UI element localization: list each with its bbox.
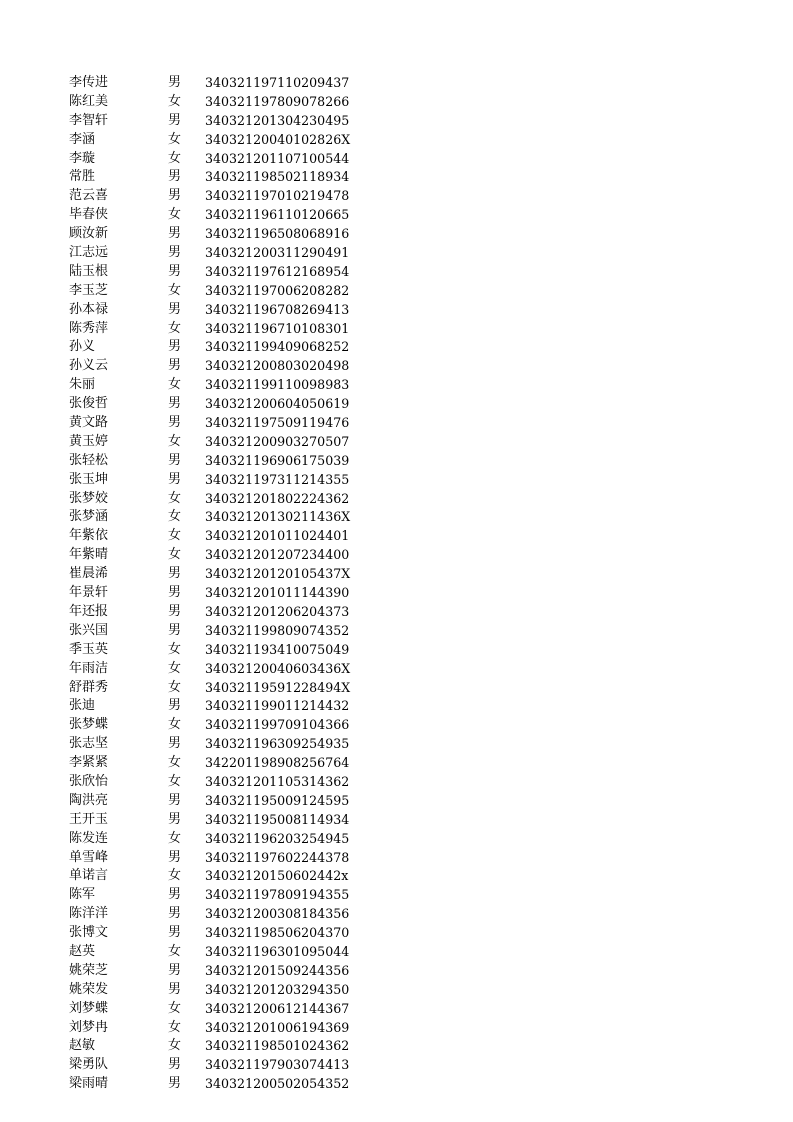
- id-number-cell: 340321196708269413: [205, 301, 350, 317]
- gender-cell: 女: [168, 207, 182, 223]
- table-row: [0, 1000, 793, 1019]
- table-row: [0, 282, 793, 301]
- id-number-cell: 340321197010219478: [205, 188, 350, 204]
- table-row: [0, 320, 793, 339]
- table-row: [0, 735, 793, 754]
- name-cell: 陈秀萍: [69, 320, 109, 336]
- gender-cell: 男: [168, 698, 182, 714]
- name-cell: 范云喜: [69, 188, 109, 204]
- name-cell: 陈军: [69, 887, 96, 903]
- table-row: [0, 263, 793, 282]
- id-number-cell: 340321197809194355: [205, 887, 350, 903]
- gender-cell: 女: [168, 660, 182, 676]
- name-cell: 年还报: [69, 603, 109, 619]
- gender-cell: 男: [168, 169, 182, 185]
- name-cell: 年紫晴: [69, 547, 109, 563]
- id-number-cell: 340321198502118934: [205, 169, 350, 185]
- table-row: [0, 716, 793, 735]
- gender-cell: 女: [168, 1019, 182, 1035]
- name-cell: 李玉芝: [69, 282, 109, 298]
- id-number-cell: 340321201011024401: [205, 528, 350, 544]
- table-row: [0, 187, 793, 206]
- id-number-cell: 340321198501024362: [205, 1038, 350, 1054]
- table-row: [0, 622, 793, 641]
- name-cell: 陶洪亮: [69, 792, 109, 808]
- id-number-cell: 34032120150602442x: [205, 868, 349, 884]
- name-cell: 年紫依: [69, 528, 109, 544]
- id-number-cell: 340321201105314362: [205, 773, 350, 789]
- gender-cell: 女: [168, 1038, 182, 1054]
- name-cell: 刘梦蝶: [69, 1000, 109, 1016]
- id-number-cell: 340321196203254945: [205, 830, 350, 846]
- gender-cell: 男: [168, 622, 182, 638]
- id-number-cell: 340321196906175039: [205, 452, 350, 468]
- name-cell: 单诺言: [69, 868, 109, 884]
- gender-cell: 女: [168, 547, 182, 563]
- name-cell: 张梦涵: [69, 509, 109, 525]
- name-cell: 李璇: [69, 150, 96, 166]
- id-number-cell: 340321201304230495: [205, 112, 350, 128]
- gender-cell: 女: [168, 717, 182, 733]
- gender-cell: 女: [168, 830, 182, 846]
- name-cell: 单雪峰: [69, 849, 109, 865]
- id-number-cell: 340321200612144367: [205, 1000, 350, 1016]
- gender-cell: 男: [168, 981, 182, 997]
- table-row: [0, 981, 793, 1000]
- name-cell: 王开玉: [69, 811, 109, 827]
- name-cell: 孙义: [69, 339, 96, 355]
- id-number-cell: 340321195009124595: [205, 792, 350, 808]
- name-cell: 梁雨晴: [69, 1076, 109, 1092]
- table-row: [0, 943, 793, 962]
- table-row: [0, 206, 793, 225]
- table-row: [0, 471, 793, 490]
- gender-cell: 女: [168, 755, 182, 771]
- name-cell: 年雨洁: [69, 660, 109, 676]
- table-row: [0, 112, 793, 131]
- gender-cell: 男: [168, 1057, 182, 1073]
- table-row: [0, 508, 793, 527]
- id-number-cell: 340321197509119476: [205, 415, 350, 431]
- gender-cell: 男: [168, 471, 182, 487]
- table-row: [0, 1019, 793, 1038]
- name-cell: 张梦姣: [69, 490, 109, 506]
- gender-cell: 男: [168, 585, 182, 601]
- id-number-cell: 340321200604050619: [205, 396, 350, 412]
- id-number-cell: 340321200308184356: [205, 906, 350, 922]
- id-number-cell: 340321196508068916: [205, 226, 350, 242]
- gender-cell: 男: [168, 245, 182, 261]
- name-cell: 李智轩: [69, 112, 109, 128]
- id-number-cell: 340321201006194369: [205, 1019, 350, 1035]
- id-number-cell: 340321201802224362: [205, 490, 350, 506]
- id-number-cell: 340321197311214355: [205, 471, 350, 487]
- gender-cell: 男: [168, 339, 182, 355]
- id-number-cell: 340321199011214432: [205, 698, 350, 714]
- name-cell: 张兴国: [69, 622, 109, 638]
- table-row: [0, 565, 793, 584]
- name-cell: 孙义云: [69, 358, 109, 374]
- gender-cell: 女: [168, 1000, 182, 1016]
- table-row: [0, 603, 793, 622]
- id-number-cell: 340321193410075049: [205, 641, 350, 657]
- id-number-cell: 340321196309254935: [205, 736, 350, 752]
- table-row: [0, 584, 793, 603]
- table-row: [0, 830, 793, 849]
- id-number-cell: 340321201107100544: [205, 150, 350, 166]
- name-cell: 梁勇队: [69, 1057, 109, 1073]
- id-number-cell: 340321201011144390: [205, 585, 350, 601]
- table-row: [0, 849, 793, 868]
- id-number-cell: 340321196110120665: [205, 207, 350, 223]
- gender-cell: 女: [168, 320, 182, 336]
- id-number-cell: 340321199709104366: [205, 717, 350, 733]
- name-cell: 李涵: [69, 131, 96, 147]
- name-cell: 毕春侠: [69, 207, 109, 223]
- id-number-cell: 34032120130211436X: [205, 509, 351, 525]
- id-number-cell: 340321201207234400: [205, 547, 350, 563]
- name-cell: 李传进: [69, 75, 109, 90]
- table-row: [0, 168, 793, 187]
- table-row: [0, 357, 793, 376]
- gender-cell: 男: [168, 415, 182, 431]
- name-cell: 季玉英: [69, 641, 109, 657]
- gender-cell: 男: [168, 603, 182, 619]
- table-row: [0, 546, 793, 565]
- id-number-cell: 340321201509244356: [205, 962, 350, 978]
- gender-cell: 男: [168, 962, 182, 978]
- table-row: [0, 244, 793, 263]
- name-cell: 姚荣发: [69, 981, 109, 997]
- table-row: [0, 1075, 793, 1094]
- id-number-cell: 340321196301095044: [205, 943, 350, 959]
- table-row: [0, 301, 793, 320]
- id-number-cell: 340321201206204373: [205, 603, 350, 619]
- name-cell: 崔晨浠: [69, 566, 109, 582]
- name-cell: 陆玉根: [69, 263, 109, 279]
- table-row: [0, 1037, 793, 1056]
- name-cell: 陈红美: [69, 93, 109, 109]
- gender-cell: 女: [168, 282, 182, 298]
- name-cell: 朱丽: [69, 377, 96, 393]
- table-row: [0, 792, 793, 811]
- gender-cell: 男: [168, 925, 182, 941]
- table-row: [0, 754, 793, 773]
- gender-cell: 男: [168, 112, 182, 128]
- id-number-cell: 340321197006208282: [205, 282, 350, 298]
- id-number-cell: 340321201203294350: [205, 981, 350, 997]
- id-number-cell: 340321197110209437: [205, 75, 350, 90]
- gender-cell: 女: [168, 528, 182, 544]
- gender-cell: 女: [168, 773, 182, 789]
- gender-cell: 男: [168, 792, 182, 808]
- id-number-cell: 34032120120105437X: [205, 566, 351, 582]
- id-number-cell: 340321199409068252: [205, 339, 350, 355]
- table-row: [0, 490, 793, 509]
- name-cell: 舒群秀: [69, 679, 109, 695]
- gender-cell: 女: [168, 641, 182, 657]
- name-cell: 张博文: [69, 925, 109, 941]
- gender-cell: 女: [168, 150, 182, 166]
- id-number-cell: 342201198908256764: [205, 755, 350, 771]
- gender-cell: 女: [168, 490, 182, 506]
- id-number-cell: 340321200502054352: [205, 1076, 350, 1092]
- gender-cell: 女: [168, 131, 182, 147]
- gender-cell: 男: [168, 811, 182, 827]
- name-cell: 孙本禄: [69, 301, 109, 317]
- gender-cell: 男: [168, 188, 182, 204]
- table-row: [0, 131, 793, 150]
- table-row: [0, 338, 793, 357]
- id-number-cell: 340321200311290491: [205, 245, 350, 261]
- id-number-cell: 340321198506204370: [205, 925, 350, 941]
- gender-cell: 女: [168, 943, 182, 959]
- name-cell: 张欣怡: [69, 773, 109, 789]
- gender-cell: 男: [168, 736, 182, 752]
- table-row: [0, 93, 793, 112]
- gender-cell: 男: [168, 1076, 182, 1092]
- id-number-cell: 340321195008114934: [205, 811, 350, 827]
- table-row: [0, 225, 793, 244]
- gender-cell: 男: [168, 75, 182, 90]
- name-cell: 张迪: [69, 698, 96, 714]
- gender-cell: 男: [168, 263, 182, 279]
- gender-cell: 女: [168, 93, 182, 109]
- name-cell: 黄玉婷: [69, 433, 109, 449]
- table-row: [0, 433, 793, 452]
- gender-cell: 男: [168, 358, 182, 374]
- table-row: [0, 697, 793, 716]
- id-number-cell: 340321196710108301: [205, 320, 350, 336]
- name-cell: 李紧紧: [69, 755, 109, 771]
- table-row: [0, 150, 793, 169]
- table-row: [0, 867, 793, 886]
- table-row: [0, 395, 793, 414]
- name-cell: 陈洋洋: [69, 906, 109, 922]
- name-cell: 常胜: [69, 169, 96, 185]
- table-row: [0, 74, 793, 93]
- id-number-cell: 340321197903074413: [205, 1057, 350, 1073]
- id-number-cell: 340321197612168954: [205, 263, 350, 279]
- id-number-cell: 34032120040102826X: [205, 131, 351, 147]
- id-number-cell: 34032120040603436X: [205, 660, 351, 676]
- table-row: [0, 660, 793, 679]
- table-row: [0, 452, 793, 471]
- gender-cell: 女: [168, 679, 182, 695]
- gender-cell: 女: [168, 509, 182, 525]
- gender-cell: 男: [168, 301, 182, 317]
- name-cell: 张志坚: [69, 736, 109, 752]
- name-cell: 年景轩: [69, 585, 109, 601]
- name-cell: 赵敏: [69, 1038, 96, 1054]
- id-number-cell: 340321200903270507: [205, 433, 350, 449]
- name-cell: 张俊哲: [69, 396, 109, 412]
- gender-cell: 男: [168, 887, 182, 903]
- name-cell: 黄文路: [69, 415, 109, 431]
- name-cell: 江志远: [69, 245, 109, 261]
- id-number-cell: 340321200803020498: [205, 358, 350, 374]
- gender-cell: 男: [168, 226, 182, 242]
- name-cell: 张梦蝶: [69, 717, 109, 733]
- gender-cell: 女: [168, 433, 182, 449]
- table-row: [0, 1056, 793, 1075]
- table-row: [0, 679, 793, 698]
- gender-cell: 女: [168, 868, 182, 884]
- table-row: [0, 905, 793, 924]
- id-number-cell: 34032119591228494X: [205, 679, 351, 695]
- gender-cell: 男: [168, 906, 182, 922]
- name-cell: 姚荣芝: [69, 962, 109, 978]
- name-cell: 赵英: [69, 943, 96, 959]
- name-cell: 张玉坤: [69, 471, 109, 487]
- roster-sheet: [0, 74, 793, 1094]
- gender-cell: 男: [168, 452, 182, 468]
- name-cell: 顾汝新: [69, 226, 109, 242]
- name-cell: 张轻松: [69, 452, 109, 468]
- table-row: [0, 527, 793, 546]
- table-row: [0, 414, 793, 433]
- name-cell: 陈发连: [69, 830, 109, 846]
- table-row: [0, 376, 793, 395]
- id-number-cell: 340321197602244378: [205, 849, 350, 865]
- table-row: [0, 962, 793, 981]
- gender-cell: 女: [168, 377, 182, 393]
- gender-cell: 男: [168, 396, 182, 412]
- table-row: [0, 641, 793, 660]
- id-number-cell: 340321199809074352: [205, 622, 350, 638]
- gender-cell: 男: [168, 849, 182, 865]
- name-cell: 刘梦冉: [69, 1019, 109, 1035]
- table-row: [0, 924, 793, 943]
- id-number-cell: 340321197809078266: [205, 93, 350, 109]
- table-row: [0, 773, 793, 792]
- table-row: [0, 811, 793, 830]
- id-number-cell: 340321199110098983: [205, 377, 350, 393]
- table-row: [0, 886, 793, 905]
- gender-cell: 男: [168, 566, 182, 582]
